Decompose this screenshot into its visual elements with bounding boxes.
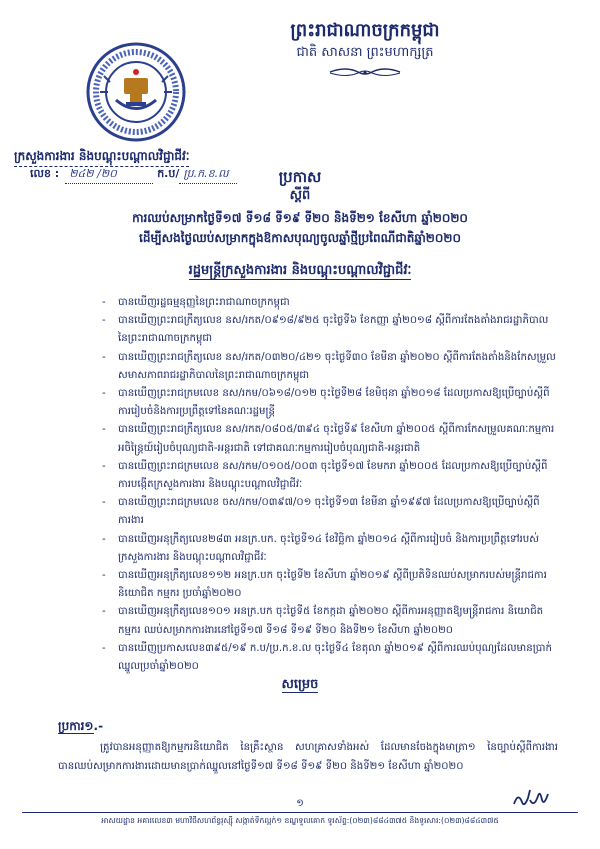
ministry-name: ក្រសួងការងារ និងបណ្តុះបណ្តាលវិជ្ជាជីវៈ [14,148,189,167]
decision-text: សម្រេច [281,677,319,692]
decision-heading [250,676,350,695]
issuer-heading [40,262,560,281]
article-heading [58,718,103,736]
legal-basis-item: - បានឃើញព្រះរាជក្រមលេខ នស/រកម/០៦១៨/០១២ ចុះថ្ងៃទី២៨ ខែមិថុនា ឆ្នាំ២០១៨ ដែលប្រកាសឱ្យប្រើច្បាប់ស្តីពីការរៀបចំនិងការប្រព្រឹត្តទៅនៃគណៈរដ្ឋមន្ត្រី [102,385,556,421]
legal-basis-item: - បានឃើញព្រះរាជក្រឹត្យលេខ នស/រកត/០៩១៨/៩២៥ ចុះថ្ងៃទី៦ ខែកញ្ញា ឆ្នាំ២០១៨ ស្តីពីការតែងតាំងរាជរដ្ឋាភិបាលនៃព្រះរាជាណាចក្រកម្ពុជា [102,312,556,348]
reference-code-label: ក.ប/ [157,167,180,180]
reference-label: លេខ : [30,167,60,180]
footer-address: អាសយដ្ឋាន អគារលេខ៣ មហាវិថីសហព័ន្ធរុស្ស៊ី សង្កាត់ទឹកល្អក់១ ខណ្ឌទួលគោក ទូរស័ព្ទ:(០២៣)៨៨៤៣៧៥ និងទូរសារ:(០២៣)៨៨៤៣៧៥ [101,816,499,825]
legal-basis-item: - បានឃើញប្រកាសលេខ៣៩៥/១៩ ក.ប/ប្រ.ក.ខ.ល ចុះថ្ងៃទី៤ ខែតុលា ឆ្នាំ២០១៩ ស្តីពីការឈប់បុណ្យដែលមានប្រាក់ឈ្នួលប្រចាំឆ្នាំ២០២០ [102,640,556,676]
article-suffix: .- [93,719,104,733]
title-line: ដើម្បីសងថ្ងៃឈប់សម្រាកក្នុងឱកាសបុណ្យចូលឆ្នាំថ្មីប្រពៃណីជាតិឆ្នាំ២០២០ [139,231,461,245]
legal-basis-item: - បានឃើញព្រះរាជក្រឹត្យលេខ នស/រកត/០៨០៥/៣៩៤ ចុះថ្ងៃទី៩ ខែសីហា ឆ្នាំ២០០៥ ស្តីពីការកែសម្រួលគណៈកម្មការអចិន្ត្រៃយ៍រៀបចំបុណ្យជាតិ-អន្តរជាតិ ទៅជាគណៈកម្មការរៀបចំបុណ្យជាតិ-អន្តរជាតិ [102,421,556,457]
title-line: ការឈប់សម្រាកថ្ងៃទី១៧ ទី១៨ ទី១៩ ទី២០ និងទី២១ ខែសីហា ឆ្នាំ២០២០ [132,211,468,225]
kingdom-heading: ព្រះរាជាណាចក្រកម្ពុជា [290,20,440,41]
legal-basis-item: - បានឃើញអនុក្រឹត្យលេខ១០១ អនក្រ.បក ចុះថ្ងៃទី៥ ខែកក្កដា ឆ្នាំ២០២០ ស្តីពីការអនុញ្ញាតឱ្យមន្ត្រីរាជការ និយោជិត កម្មករ ឈប់សម្រាកការងារនៅថ្ងៃទី១៧ ទី១៨ ទី១៩ ទី២០ និងទី២១ ខែសីហា ឆ្នាំ២០២០ [102,603,556,639]
national-motto: ជាតិ សាសនា ព្រះមហាក្សត្រ [296,45,434,60]
legal-basis-item: - បានឃើញអនុក្រឹត្យលេខ១១២ អនក្រ.បក ចុះថ្ងៃទី២ ខែសីហា ឆ្នាំ២០១៩ ស្តីពីប្រតិទិនឈប់សម្រាករបស់មន្ត្រីរាជការ និយោជិត កម្មករ ប្រចាំឆ្នាំ២០២០ [102,567,556,603]
legal-basis-list [102,294,556,676]
legal-basis-item: - បានឃើញព្រះរាជក្រមលេខ នស/រកម/០១០៥/០០៣ ចុះថ្ងៃទី១៧ ខែមករា ឆ្នាំ២០០៥ ដែលប្រកាសឱ្យប្រើច្បាប់ស្តីពីការបង្កើតក្រសួងការងារ និងបណ្តុះបណ្តាលវិជ្ជាជីវៈ [102,458,556,494]
legal-basis-item: - បានឃើញអនុក្រឹត្យលេខ២៨៣ អនក្រ.បក. ចុះថ្ងៃទី១៤ ខែវិច្ឆិកា ឆ្នាំ២០១៤ ស្តីពីការរៀបចំ និងការប្រព្រឹត្តទៅរបស់ក្រសួងការងារ និងបណ្តុះបណ្តាលវិជ្ជាជីវៈ [102,531,556,567]
legal-basis-item: - បានឃើញព្រះរាជក្រឹត្យលេខ នស/រកត/០៣២០/៤២១ ចុះថ្ងៃទី៣០ ខែមីនា ឆ្នាំ២០២០ ស្តីពីការតែងតាំងនិងកែសម្រួលសមាសភាពរាជរដ្ឋាភិបាលនៃព្រះរាជាណាចក្រកម្ពុជា [102,349,556,385]
reference-number-row [30,167,237,185]
reference-number: ២៤២ /២០ [65,167,153,184]
page-number: ១ [296,798,304,809]
document-type: ប្រកាស [278,168,322,186]
footer-divider [22,812,578,813]
about-label: ស្តីពី [289,188,311,203]
article-label: ប្រការ១ [58,719,94,733]
legal-basis-item: - បានឃើញរដ្ឋធម្មនុញ្ញនៃព្រះរាជាណាចក្រកម្ពុជា [102,294,556,312]
initials-signature-icon [512,786,552,812]
divider-ornament-icon [328,66,402,78]
issuer-text: រដ្ឋមន្ត្រីក្រសួងការងារ និងបណ្តុះបណ្តាលវិជ្ជាជីវៈ [188,263,412,278]
article-body: ត្រូវបានអនុញ្ញាតឱ្យកម្មករនិយោជិត នៃគ្រឹះស្ថាន សហគ្រាសទាំងអស់ ដែលមានចែងក្នុងមាត្រា១ នៃច្បាប់ស្តីពីការងារ បានឈប់សម្រាកការងារដោយមានប្រាក់ឈ្នួលនៅថ្ងៃទី១៧ ទី១៨ ទី១៩ ទី២០ និងទី២១ ខែសីហា ឆ្នាំ២០២០ [58,742,558,772]
ministry-seal-icon [86,42,186,142]
legal-basis-item: - បានឃើញព្រះរាជក្រមលេខ ចស/រកម/០៣៩៧/០១ ចុះថ្ងៃទី១៣ ខែមីនា ឆ្នាំ១៩៩៧ ដែលប្រកាសឱ្យប្រើច្បាប់ស្តីពីការងារ [102,494,556,530]
document-title [40,208,560,248]
reference-code-value: ប្រ.ក.ខ.ល [179,167,237,184]
